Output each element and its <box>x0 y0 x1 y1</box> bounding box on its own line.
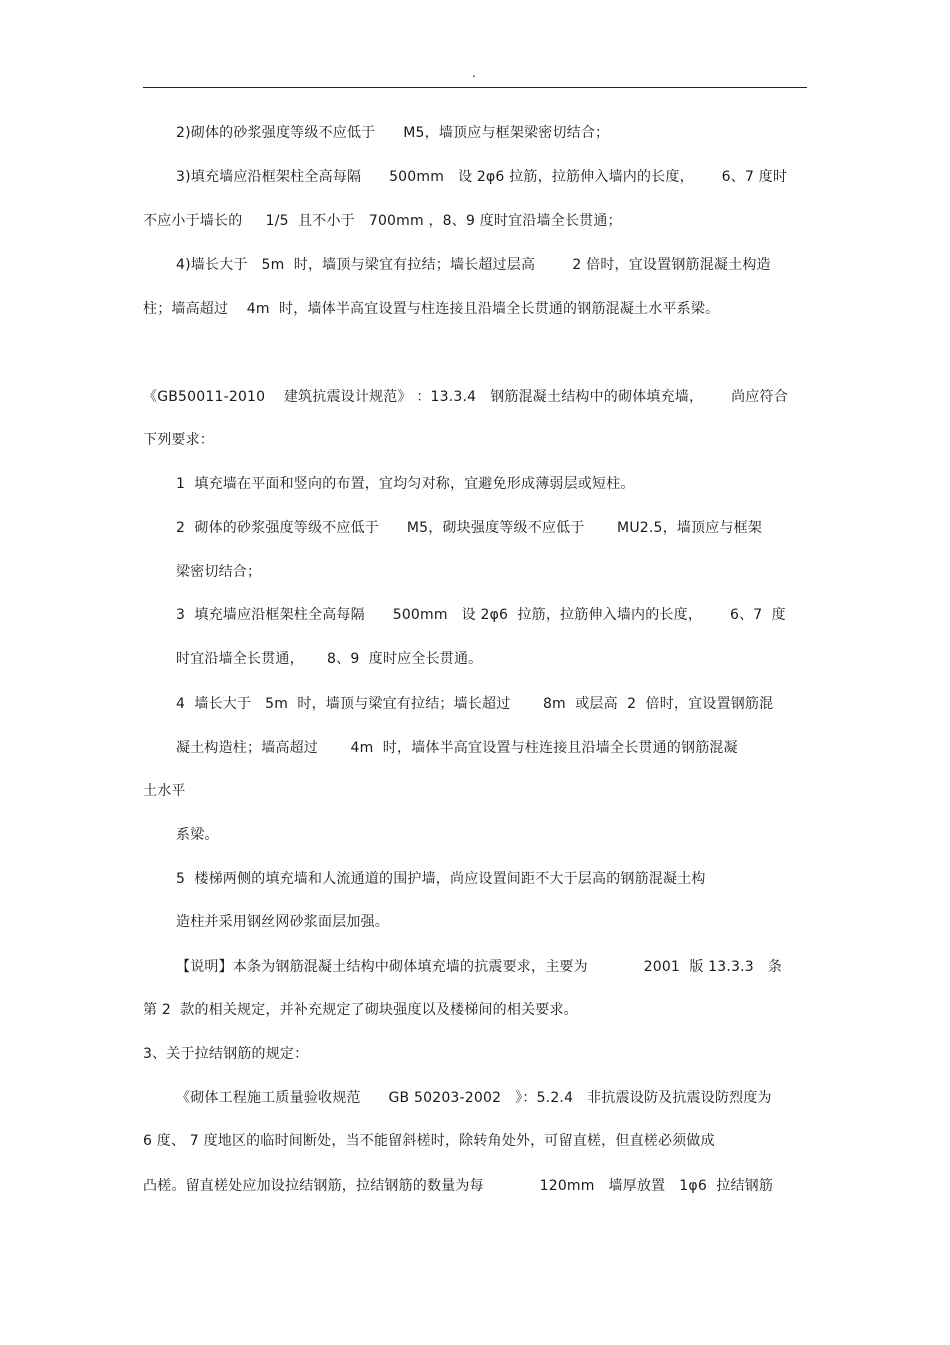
text-line: 【说明】本条为钢筋混凝土结构中砌体填充墙的抗震要求，主要为 2001 版 13.3.3 条 <box>176 959 783 975</box>
text-line: 4 墙长大于 5m 时，墙顶与梁宜有拉结；墙长超过 8m 或层高 2 倍时，宜设置钢筋混 <box>176 696 774 712</box>
text-line: 3 填充墙应沿框架柱全高每隔 500mm 设 2φ6 拉筋，拉筋伸入墙内的长度， 6、7 度 <box>176 607 786 623</box>
text-line: 凝土构造柱；墙高超过 4m 时，墙体半高宜设置与柱连接且沿墙全长贯通的钢筋混凝 <box>176 740 738 756</box>
text-line: 《砌体工程施工质量验收规范 GB 50203-2002 》：5.2.4 非抗震设防及抗震设防烈度为 <box>176 1090 772 1106</box>
text-line: 时宜沿墙全长贯通， 8、9 度时应全长贯通。 <box>176 651 483 667</box>
text-line: 3)填充墙应沿框架柱全高每隔 500mm 设 2φ6 拉筋，拉筋伸入墙内的长度， 6、7 度时 <box>176 169 788 185</box>
text-line: 造柱并采用钢丝网砂浆面层加强。 <box>176 914 389 930</box>
text-line: 5 楼梯两侧的填充墙和人流通道的围护墙，尚应设置间距不大于层高的钢筋混凝土构 <box>176 871 706 887</box>
text-line: 柱；墙高超过 4m 时，墙体半高宜设置与柱连接且沿墙全长贯通的钢筋混凝土水平系梁。 <box>143 301 720 317</box>
text-line: 6 度、 7 度地区的临时间断处，当不能留斜槎时，除转角处外，可留直槎，但直槎必须做成 <box>143 1133 715 1149</box>
header-rule <box>143 87 807 88</box>
text-line: 不应小于墙长的 1/5 且不小于 700mm ，8、9 度时宜沿墙全长贯通； <box>143 213 622 229</box>
text-line: 2)砌体的砂浆强度等级不应低于 M5，墙顶应与框架梁密切结合； <box>176 125 610 141</box>
text-line: 1 填充墙在平面和竖向的布置，宜均匀对称，宜避免形成薄弱层或短柱。 <box>176 476 635 492</box>
text-line: 凸槎。留直槎处应加设拉结钢筋，拉结钢筋的数量为每 120mm 墙厚放置 1φ6 拉结钢筋 <box>143 1178 774 1194</box>
text-line: 《GB50011-2010 建筑抗震设计规范》 ：13.3.4 钢筋混凝土结构中的砌体填充墙， 尚应符合 <box>143 389 788 405</box>
text-line: 土水平 <box>143 783 186 799</box>
text-line: 下列要求： <box>143 432 214 448</box>
text-line: 梁密切结合； <box>176 564 262 580</box>
text-line: 2 砌体的砂浆强度等级不应低于 M5，砌块强度等级不应低于 MU2.5，墙顶应与框架 <box>176 520 763 536</box>
text-line: 第 2 款的相关规定，并补充规定了砌块强度以及楼梯间的相关要求。 <box>143 1002 578 1018</box>
page-header-mark: . <box>472 66 476 80</box>
text-line: 3、关于拉结钢筋的规定： <box>143 1046 309 1062</box>
text-line: 系梁。 <box>176 827 219 843</box>
text-line: 4)墙长大于 5m 时，墙顶与梁宜有拉结；墙长超过层高 2 倍时，宜设置钢筋混凝土构造 <box>176 257 771 273</box>
